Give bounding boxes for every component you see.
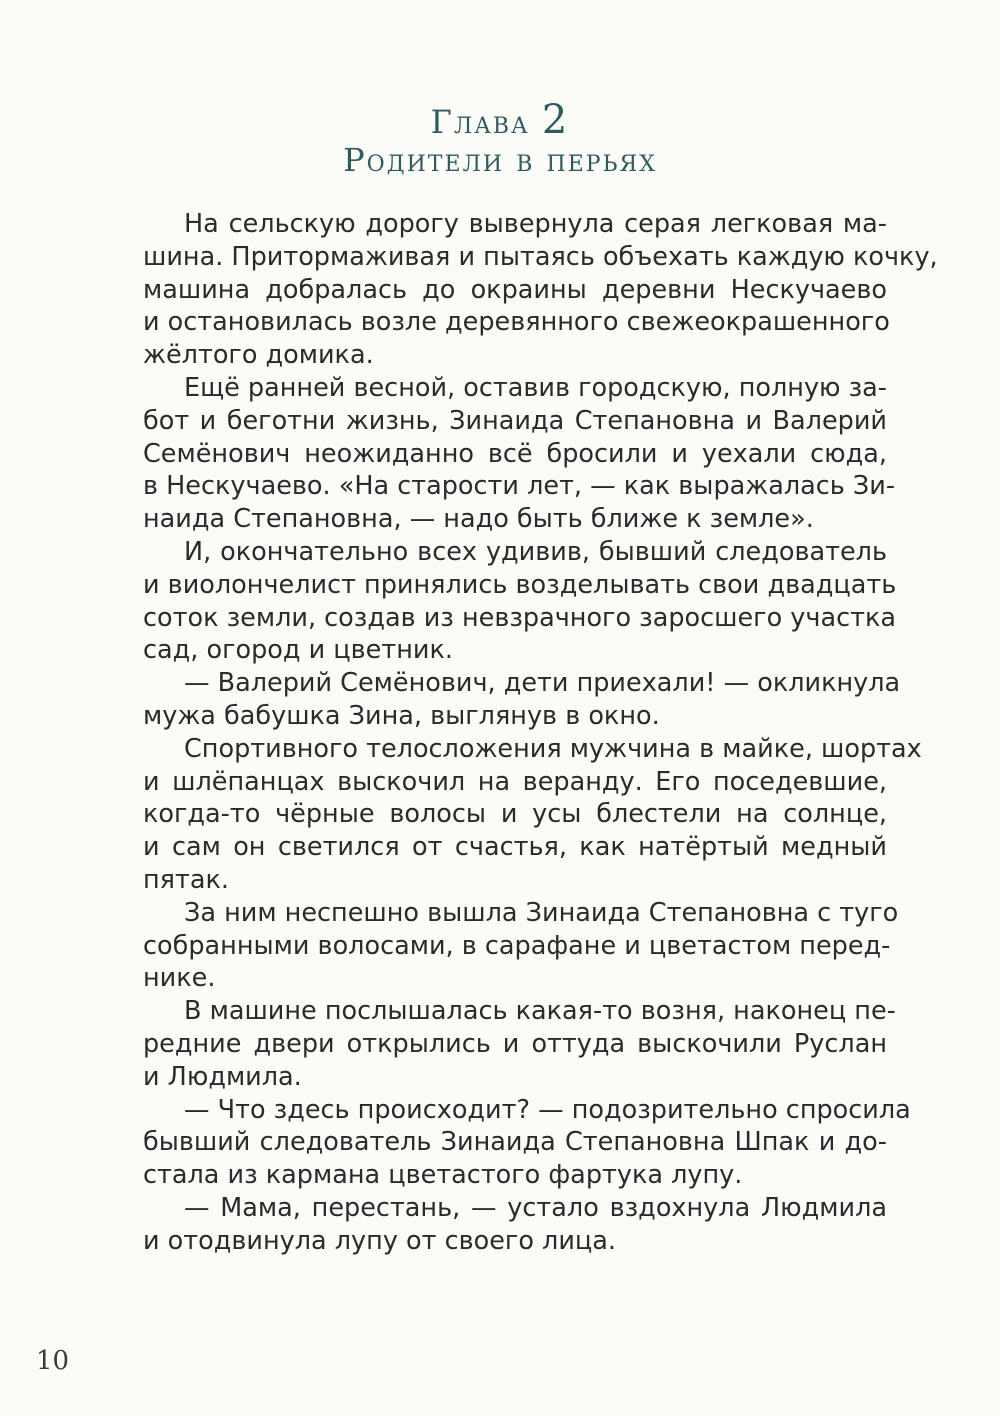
- text-line: Ещё ранней весной, оставив городскую, полную за-: [184, 372, 887, 403]
- body-text: [143, 208, 938, 1258]
- text-line: редние двери открылись и оттуда выскочили Руслан: [143, 1028, 887, 1059]
- text-line: и виолончелист принялись возделывать свои двадцать: [143, 569, 897, 600]
- text-line: Спортивного телосложения мужчина в майке, шортах: [184, 733, 922, 764]
- text-line: — Мама, перестань, — устало вздохнула Людмила: [184, 1192, 887, 1223]
- text-line: и сам он светился от счастья, как натёртый медный: [143, 832, 887, 863]
- text-line: и Людмила.: [143, 1061, 302, 1092]
- text-line: бот и беготни жизнь, Зинаида Степановна и Валерий: [143, 405, 887, 436]
- text-line: мужа бабушка Зина, выглянув в окно.: [143, 700, 660, 731]
- chapter-title: Родители в перьях: [343, 141, 657, 179]
- paragraph: [143, 667, 901, 733]
- text-line: и отодвинула лупу от своего лица.: [143, 1225, 616, 1256]
- paragraph: [143, 536, 897, 667]
- text-line: и остановилась возле деревянного свежеокрашенного: [143, 307, 890, 338]
- text-line: За ним неспешно вышла Зинаида Степановна с туго: [184, 897, 899, 928]
- chapter-number: 2: [541, 97, 570, 143]
- text-line: шина. Притормаживая и пытаясь объехать каждую кочку,: [143, 241, 938, 272]
- paragraph: [143, 897, 899, 995]
- paragraph: [143, 995, 896, 1093]
- text-line: соток земли, создав из невзрачного заросшего участка: [143, 602, 896, 633]
- chapter-label: Глава: [430, 103, 530, 141]
- text-line: машина добралась до окраины деревни Нескучаево: [143, 274, 887, 305]
- text-line: бывший следователь Зинаида Степановна Шпак и до-: [143, 1127, 887, 1158]
- text-line: нике.: [143, 963, 216, 994]
- text-line: наида Степановна, — надо быть ближе к земле».: [143, 504, 814, 535]
- text-line: сад, огород и цветник.: [143, 635, 453, 666]
- text-line: Семёнович неожиданно всё бросили и уехали сюда,: [143, 438, 887, 469]
- text-line: — Что здесь происходит? — подозрительно спросила: [184, 1094, 911, 1125]
- text-line: пятак.: [143, 864, 230, 895]
- text-line: и шлёпанцах выскочил на веранду. Его поседевшие,: [143, 766, 887, 797]
- text-line: когда-то чёрные волосы и усы блестели на солнце,: [143, 799, 887, 830]
- paragraph: [143, 372, 896, 536]
- text-line: — Валерий Семёнович, дети приехали! — окликнула: [184, 668, 901, 699]
- text-line: собранными волосами, в сарафане и цветастом перед-: [143, 930, 891, 961]
- text-line: В машине послышалась какая-то возня, наконец пе-: [184, 996, 896, 1027]
- paragraph: [143, 1192, 887, 1258]
- text-line: На сельскую дорогу вывернула серая легковая ма-: [184, 209, 887, 239]
- page-number: 10: [36, 1346, 70, 1376]
- paragraph: [143, 733, 922, 897]
- text-line: жёлтого домика.: [143, 340, 374, 371]
- paragraph: [143, 208, 938, 372]
- text-line: в Нескучаево. «На старости лет, — как выражалась Зи-: [143, 471, 896, 502]
- text-line: стала из кармана цветастого фартука лупу.: [143, 1160, 743, 1191]
- text-line: И, окончательно всех удивив, бывший следователь: [184, 536, 887, 567]
- paragraph: [143, 1094, 911, 1192]
